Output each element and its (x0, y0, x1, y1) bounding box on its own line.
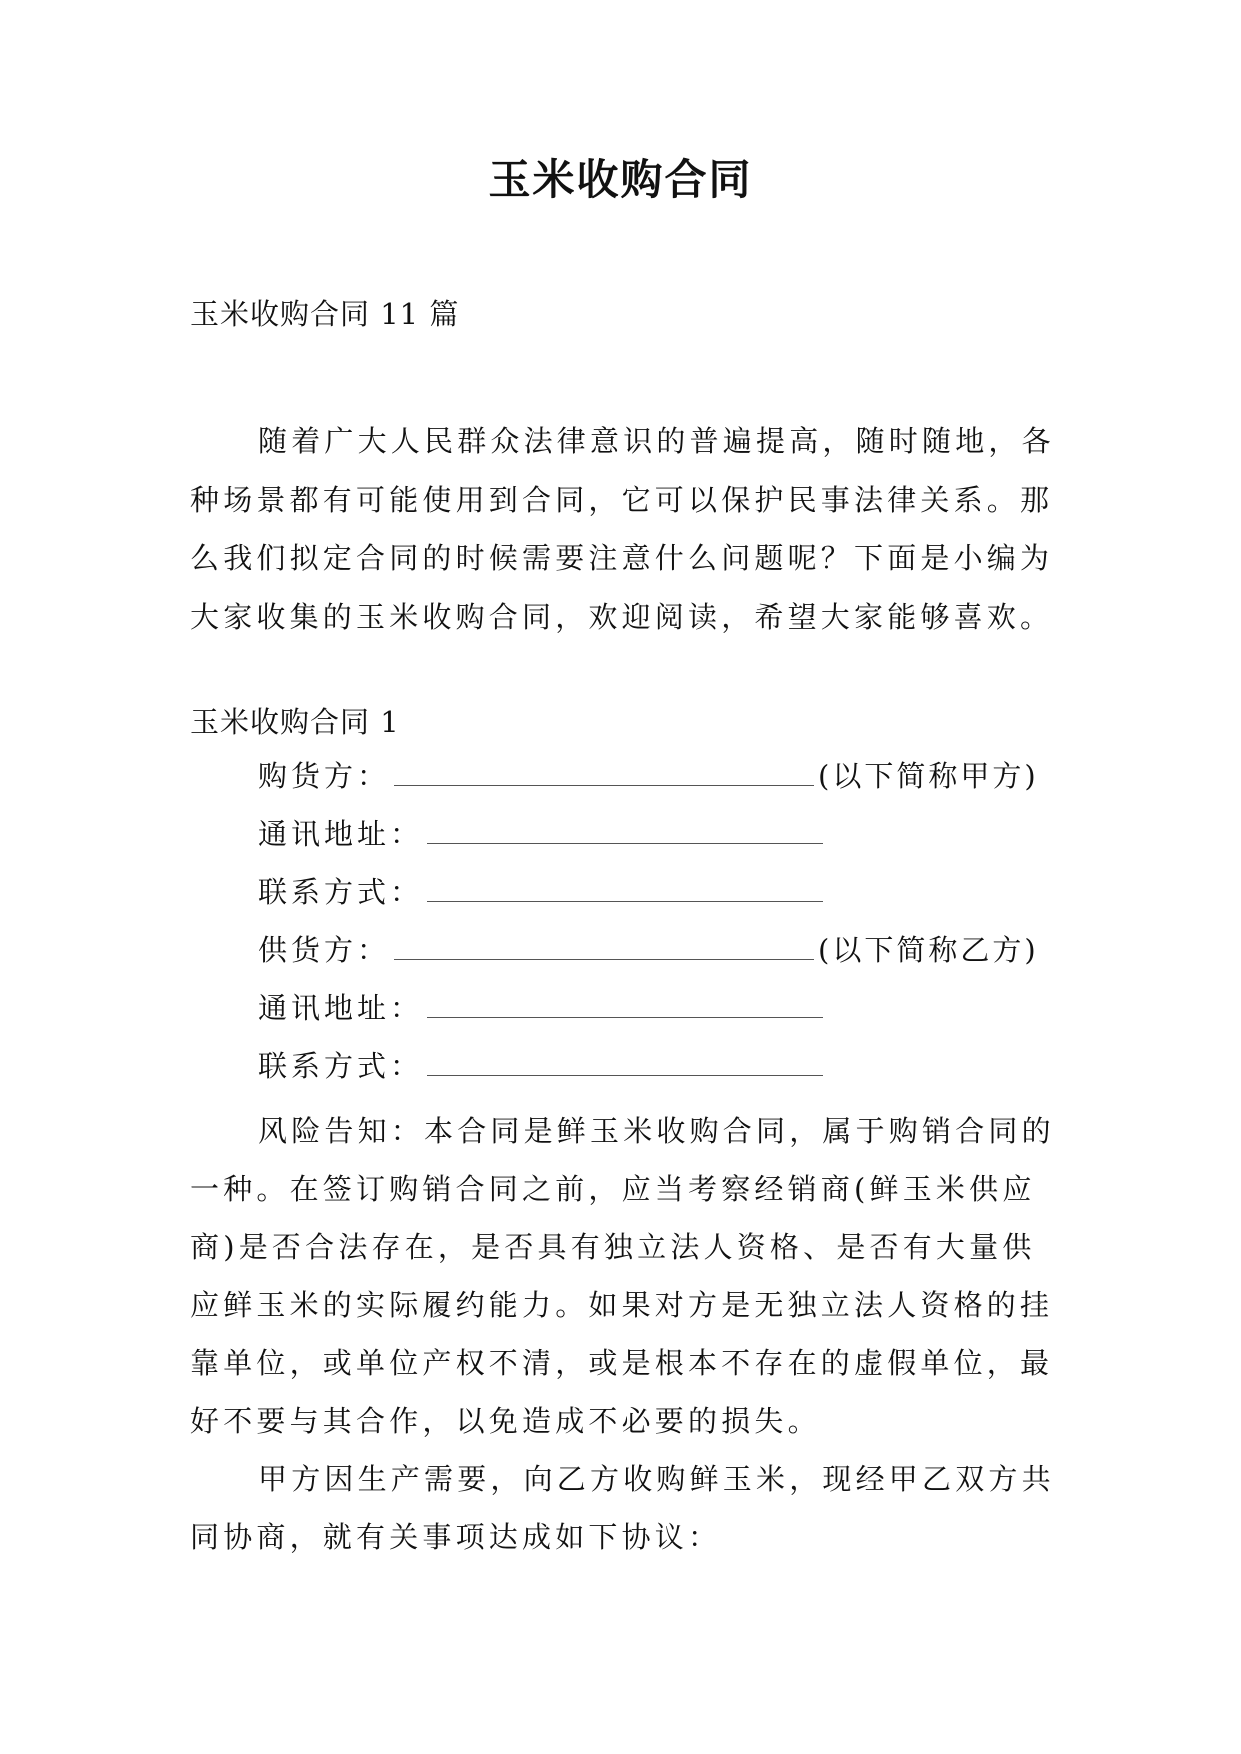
buyer-address-blank[interactable] (427, 817, 823, 844)
seller-row (258, 930, 1039, 970)
buyer-address-label: 通讯地址： (258, 817, 424, 851)
seller-contact-row (258, 1046, 827, 1086)
buyer-address-row (258, 814, 827, 854)
buyer-label: 购货方： (258, 759, 391, 793)
risk-notice-paragraph: 风险告知：本合同是鲜玉米收购合同，属于购销合同的一种。在签订购销合同之前，应当考察经销商(鲜玉米供应商)是否合法存在，是否具有独立法人资格、是否有大量供应鲜玉米的实际履约能力。如果对方是无独立法人资格的挂靠单位，或单位产权不清，或是根本不存在的虚假单位，最好不要与其合作，以免造成不必要的损失。 (190, 1114, 1055, 1438)
seller-blank[interactable] (394, 933, 814, 960)
buyer-contact-blank[interactable] (427, 875, 823, 902)
seller-note: (以下简称乙方) (818, 933, 1039, 967)
seller-contact-blank[interactable] (427, 1049, 823, 1076)
seller-address-row (258, 988, 827, 1028)
document-subtitle: 玉米收购合同 11 篇 (190, 297, 460, 331)
buyer-contact-label: 联系方式： (258, 875, 424, 909)
seller-address-label: 通讯地址： (258, 991, 424, 1025)
buyer-note: (以下简称甲方) (818, 759, 1039, 793)
buyer-contact-row (258, 872, 827, 912)
document-title: 玉米收购合同 (488, 155, 753, 204)
agreement-paragraph: 甲方因生产需要，向乙方收购鲜玉米，现经甲乙双方共同协商，就有关事项达成如下协议： (190, 1462, 1055, 1554)
intro-paragraph: 随着广大人民群众法律意识的普遍提高，随时随地，各种场景都有可能使用到合同，它可以保护民事法律关系。那么我们拟定合同的时候需要注意什么问题呢？下面是小编为大家收集的玉米收购合同，欢迎阅读，希望大家能够喜欢。 (190, 424, 1055, 634)
seller-address-blank[interactable] (427, 991, 823, 1018)
seller-label: 供货方： (258, 933, 391, 967)
buyer-blank[interactable] (394, 759, 814, 786)
section-heading: 玉米收购合同 1 (190, 705, 400, 739)
buyer-row (258, 756, 1039, 796)
seller-contact-label: 联系方式： (258, 1049, 424, 1083)
